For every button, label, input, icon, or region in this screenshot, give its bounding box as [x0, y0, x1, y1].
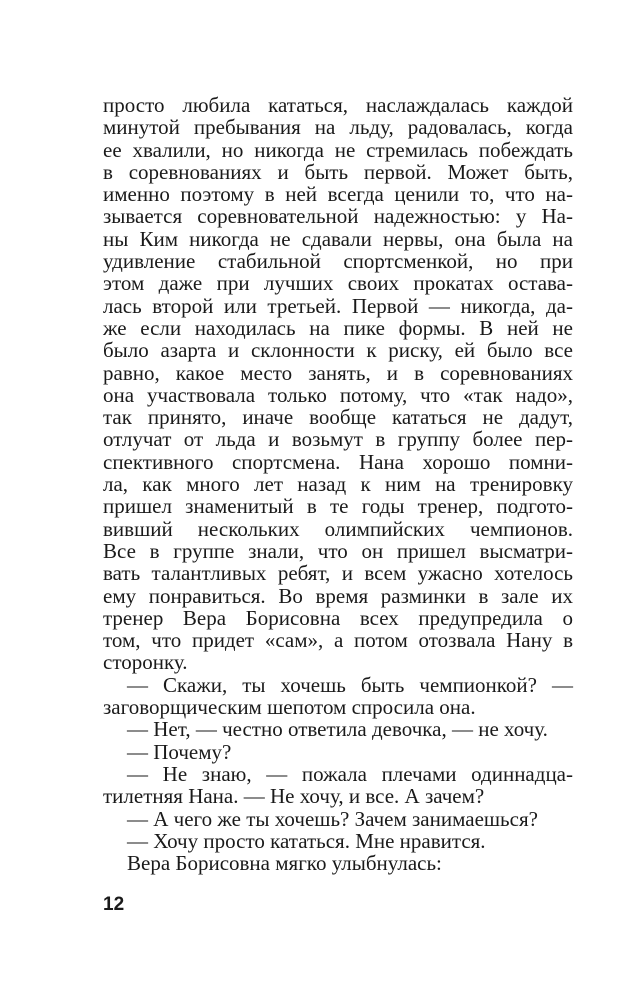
text-line: минутой пребывания на льду, радовалась, когда — [103, 115, 573, 140]
text-line: Вера Борисовна мягко улыбнулась: — [127, 851, 442, 876]
text-line: вать талантливых ребят, и всем ужасно хотелось — [103, 561, 573, 586]
text-line: — Скажи, ты хочешь быть чемпионкой? — — [127, 672, 573, 697]
text-line: просто любила кататься, наслаждалась каждой — [103, 93, 573, 117]
text-line: этом даже при лучших своих прокатах остава- — [103, 271, 573, 296]
text-line: же если находилась на пике формы. В ней не — [103, 315, 573, 340]
text-line: ны Ким никогда не сдавали нервы, она была на — [103, 226, 573, 251]
text-line: — Хочу просто кататься. Мне нравится. — [127, 828, 486, 853]
text-line: сторонку. — [103, 650, 188, 675]
text-line: спективного спортсмена. Нана хорошо помни- — [103, 449, 573, 474]
text-line: том, что придет «сам», а потом отозвала Нану в — [103, 628, 573, 653]
text-line: — Нет, — честно ответила девочка, — не хочу. — [127, 717, 548, 742]
text-line: было азарта и склонности к риску, ей было все — [103, 338, 573, 363]
text-line: ее хвалили, но никогда не стремилась побеждать — [103, 137, 573, 162]
text-line: именно поэтому в ней всегда ценили то, что на- — [103, 182, 573, 207]
text-line: — А чего же ты хочешь? Зачем занимаешься? — [127, 806, 538, 831]
text-line: удивление стабильной спортсменкой, но при — [103, 249, 573, 274]
body-text — [103, 94, 573, 874]
text-line: отлучат от льда и возьмут в группу более пер- — [103, 427, 573, 452]
text-line: ему понравиться. Во время разминки в зале их — [103, 583, 573, 608]
text-line: в соревнованиях и быть первой. Может быть, — [103, 159, 573, 184]
text-line: — Не знаю, — пожала плечами одиннадца- — [127, 761, 573, 786]
text-line: так принято, иначе вообще кататься не дадут, — [103, 405, 573, 430]
text-line: она участвовала только потому, что «так надо», — [103, 382, 573, 407]
text-line: ла, как много лет назад к ним на тренировку — [103, 472, 573, 497]
text-line: зывается соревновательной надежностью: у На- — [103, 204, 573, 229]
text-line: — Почему? — [127, 739, 232, 764]
text-line: Все в группе знали, что он пришел высматри- — [103, 538, 573, 563]
text-line: лась второй или третьей. Первой — никогда, да- — [103, 293, 573, 318]
text-line: заговорщическим шепотом спросила она. — [103, 695, 476, 720]
page-number: 12 — [103, 894, 125, 915]
text-line: пришел знаменитый в те годы тренер, подгото- — [103, 494, 573, 519]
text-line: вивший нескольких олимпийских чемпионов. — [103, 516, 573, 541]
text-line: тилетняя Нана. — Не хочу, и все. А зачем? — [103, 784, 485, 809]
text-line: равно, какое место занять, и в соревнованиях — [103, 360, 573, 385]
text-line: тренер Вера Борисовна всех предупредила о — [103, 605, 573, 630]
